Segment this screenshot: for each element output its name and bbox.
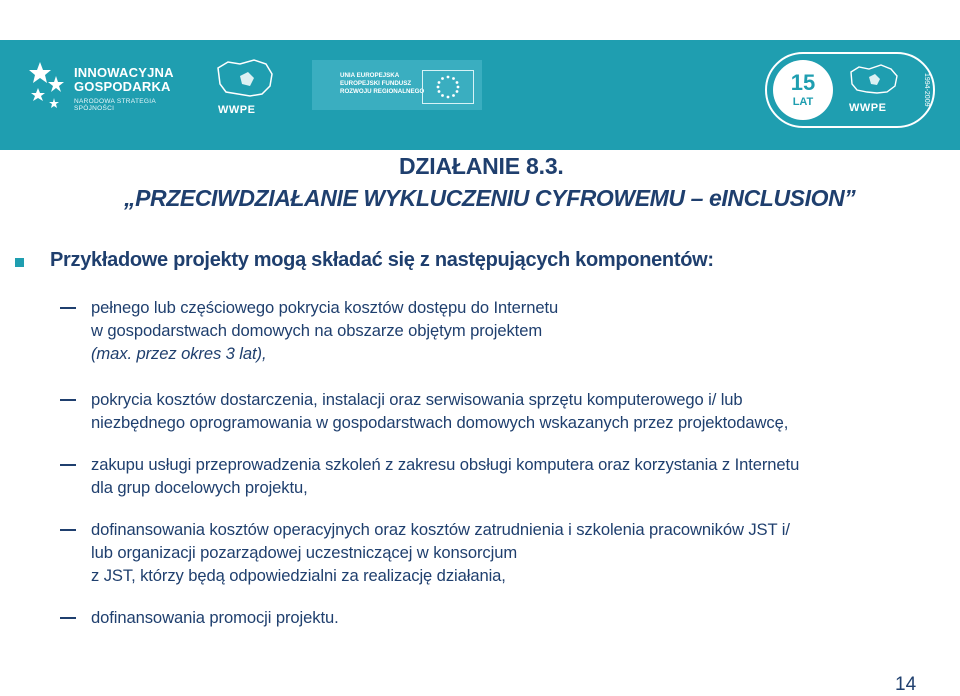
eu-fund-logo: [312, 60, 482, 120]
item-line: zakupu usługi przeprowadzenia szkoleń z zakresu obsługi komputera oraz korzystania z Internetu: [91, 455, 800, 474]
page-number: 14: [895, 674, 917, 695]
eu-text-1: UNIA EUROPEJSKA: [340, 72, 400, 79]
slide-title: DZIAŁANIE 8.3.: [399, 153, 564, 179]
slide-subtitle: „PRZECIWDZIAŁANIE WYKLUCZENIU CYFROWEMU – eINCLUSION”: [124, 185, 856, 211]
dash-bullet: [60, 307, 76, 309]
item-line: dofinansowania kosztów operacyjnych oraz kosztów zatrudnienia i szkolenia pracowników JST i/: [91, 520, 790, 539]
anniversary-label: LAT: [792, 96, 814, 108]
list-item: [91, 606, 951, 629]
anniversary-badge: [765, 52, 940, 130]
wwpe-label: WWPE: [218, 104, 256, 116]
dash-bullet: [60, 464, 76, 466]
eu-text-2: EUROPEJSKI FUNDUSZ: [340, 80, 412, 87]
list-item: [91, 453, 951, 499]
anniversary-years: 1994-2009: [923, 73, 930, 107]
list-item: [91, 518, 951, 587]
list-item: [91, 388, 951, 434]
poland-map-icon: [845, 62, 905, 96]
item-line: lub organizacji pozarządowej uczestniczącej w konsorcjum: [91, 543, 518, 562]
poland-map-icon: [210, 54, 280, 102]
bullet-square-icon: [15, 258, 24, 267]
item-line: pełnego lub częściowego pokrycia kosztów dostępu do Internetu: [91, 298, 559, 317]
logo-text-innowacyjna: INNOWACYJNA: [74, 65, 174, 80]
wwpe-logo: [210, 54, 290, 124]
item-line: z JST, którzy będą odpowiedzialni za realizację działania,: [91, 566, 506, 585]
innowacyjna-gospodarka-logo: [28, 60, 188, 120]
dash-bullet: [60, 617, 76, 619]
item-line: w gospodarstwach domowych na obszarze objętym projektem: [91, 321, 543, 340]
item-line: niezbędnego oprogramowania w gospodarstwach domowych wskazanych przez projektodawcę,: [91, 413, 789, 432]
dash-bullet: [60, 529, 76, 531]
anniversary-circle: [773, 60, 833, 120]
item-line: dofinansowania promocji projektu.: [91, 608, 339, 627]
stars-icon: [28, 60, 68, 116]
eu-flag-icon: [422, 70, 474, 104]
dash-bullet: [60, 399, 76, 401]
anniversary-wwpe-label: WWPE: [849, 102, 887, 114]
logo-banner: [0, 40, 960, 150]
eu-text-3: ROZWOJU REGIONALNEGO: [340, 88, 425, 95]
item-line: dla grup docelowych projektu,: [91, 478, 308, 497]
logo-subtitle: NARODOWA STRATEGIA SPÓJNOŚCI: [74, 98, 156, 112]
anniversary-number: 15: [790, 70, 816, 95]
components-heading: Przykładowe projekty mogą składać się z następujących komponentów:: [50, 249, 714, 271]
list-item: [91, 296, 951, 365]
item-line: pokrycia kosztów dostarczenia, instalacji oraz serwisowania sprzętu komputerowego i/ lub: [91, 390, 743, 409]
item-line: (max. przez okres 3 lat),: [91, 344, 267, 363]
logo-text-gospodarka: GOSPODARKA: [74, 79, 171, 94]
